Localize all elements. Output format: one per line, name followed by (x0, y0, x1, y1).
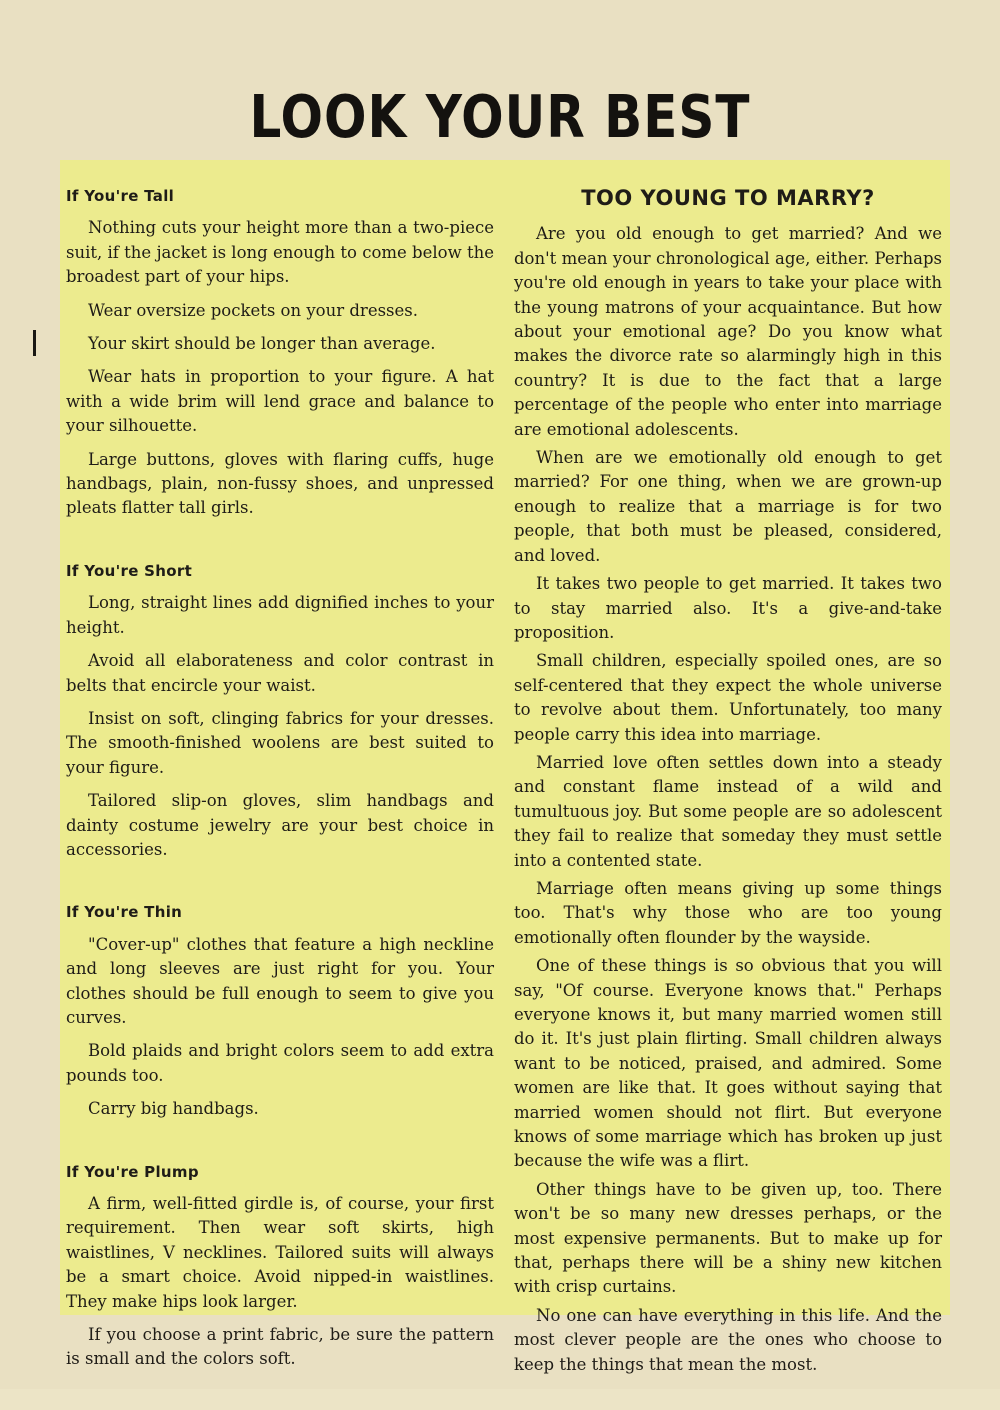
paragraph: "Cover-up" clothes that feature a high neckline and long sleeves are just right for you. Your clothes should be full enough to seem to give you curves. (66, 934, 494, 1027)
section-tall (66, 184, 494, 521)
section-short (66, 559, 494, 862)
paragraph: Avoid all elaborateness and color contrast in belts that encircle your waist. (66, 651, 494, 695)
paragraph: One of these things is so obvious that you will say, "Of course. Everyone knows that." Perhaps everyone knows it, but many married women still do it. It's just plain flirting. Small children always want to be noticed, praised, and admired. Some women are like that. It goes without saying that married women should not flirt. But everyone knows of some marriage which has broken up just because the wife was a flirt. (514, 956, 942, 1171)
section-heading: If You're Short (66, 561, 193, 580)
section-thin (66, 900, 494, 1121)
paragraph: If you choose a print fabric, be sure the pattern is small and the colors soft. (66, 1325, 494, 1369)
paragraph: A firm, well-fitted girdle is, of course, your first requirement. Then wear soft skirts, high waistlines, V necklines. Tailored suits will always be a smart choice. Avoid nipped-in waistlines. They make hips look larger. (66, 1194, 494, 1311)
paragraph: Nothing cuts your height more than a two-piece suit, if the jacket is long enough to come below the broadest part of your hips. (66, 218, 494, 287)
paragraph: Wear hats in proportion to your figure. A hat with a wide brim will lend grace and balance to your silhouette. (66, 367, 494, 436)
paragraph: Small children, especially spoiled ones, are so self-centered that they expect the whole universe to revolve about them. Unfortunately, too many people carry this idea into marriage. (514, 651, 942, 744)
paragraph: Other things have to be given up, too. There won't be so many new dresses perhaps, or the most expensive permanents. But to make up for that, perhaps there will be a shiny new kitchen with crisp curtains. (514, 1179, 942, 1297)
paragraph: It takes two people to get married. It takes two to stay married also. It's a give-and-take proposition. (514, 574, 942, 642)
paragraph: Your skirt should be longer than average. (88, 334, 436, 354)
section-plump (66, 1160, 494, 1372)
paragraph: When are we emotionally old enough to get married? For one thing, when we are grown-up enough to realize that a marriage is for two people, that both must be pleased, considered, and loved. (514, 448, 942, 565)
article-title: TOO YOUNG TO MARRY? (581, 186, 875, 210)
section-heading: If You're Thin (66, 903, 183, 922)
section-heading: If You're Tall (66, 187, 175, 205)
paragraph: Are you old enough to get married? And we don't mean your chronological age, either. Perhaps you're old enough in years to take your place with the young matrons of your acquaintance. But how about your emotional age? Do you know what makes the divorce rate so alarmingly high in this country? It is due to the fact that a large percentage of the people who enter into marriage are emotional adolescents. (514, 224, 942, 439)
paragraph: Insist on soft, clinging fabrics for your dresses. The smooth-finished woolens are best suited to your figure. (66, 708, 494, 777)
paragraph: Bold plaids and bright colors seem to add extra pounds too. (66, 1041, 494, 1085)
right-column (514, 170, 942, 1381)
paragraph: Long, straight lines add dignified inches to your height. (66, 593, 494, 637)
paragraph: Large buttons, gloves with flaring cuffs, huge handbags, plain, non-fussy shoes, and unpressed pleats flatter tall girls. (66, 449, 494, 518)
section-heading: If You're Plump (66, 1162, 199, 1181)
left-column (66, 170, 494, 1410)
paragraph: Carry big handbags. (88, 1099, 259, 1119)
margin-mark (33, 330, 36, 356)
paragraph: No one can have everything in this life. And the most clever people are the ones who choose to keep the things that mean the most. (514, 1305, 942, 1374)
paragraph: Wear oversize pockets on your dresses. (88, 300, 418, 320)
paragraph: Marriage often means giving up some things too. That's why those who are too young emotionally often flounder by the wayside. (514, 878, 942, 947)
page-title: LOOK YOUR BEST (249, 82, 751, 152)
paragraph: Married love often settles down into a steady and constant flame instead of a wild and tumultuous joy. But some people are so adolescent they fail to realize that someday they must settle into a contented state. (514, 752, 942, 870)
paragraph: Tailored slip-on gloves, slim handbags and dainty costume jewelry are your best choice in accessories. (66, 791, 494, 859)
